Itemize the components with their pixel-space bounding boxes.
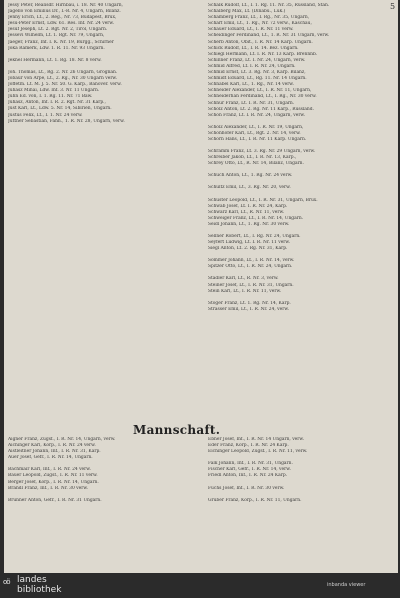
list-entry: Schramm Franz, Lt. 3. Rg. Nr. 29 Ungarn, verw. bbox=[208, 149, 316, 155]
list-entry: Scharf Emil, Lt., 1. Rg., Nr. 72 verw., Kaschau, bbox=[208, 21, 312, 27]
document-page bbox=[4, 0, 398, 573]
logo-line-1: landes bbox=[17, 575, 47, 585]
list-entry: Berger Josef, Korp., I. R. Nr. 14, Ungarn. bbox=[8, 479, 99, 485]
list-entry: Jaeger, Franz, Inf. I. K. Nr. 19, Burgg., Schirner bbox=[8, 39, 114, 45]
list-entry: Stadler Karl, Lt., R. Nr. 3, verw. bbox=[208, 276, 279, 282]
list-entry: Ebner Josef, Inf., I. R. Nr. 14 Ungarn, verw. bbox=[208, 437, 305, 442]
list-entry: Schön Franz, Lt. I. R. Nr. 24, Ungarn, verw. bbox=[208, 112, 306, 118]
list-entry: Jöffetm. Lt. M. J. 5. Nr. 50. G. Karp., Banover. verw. bbox=[8, 82, 122, 88]
list-entry: Scheidinger Ferdinand, Lt., 1. R. Nr. 31 Ungarn, verw. bbox=[208, 33, 330, 39]
list-entry: Steiner Josef, Lt., I. R. Nr. 31, Ungarn. bbox=[208, 282, 294, 288]
list-entry: Schreiber Jakob, Lt., I. R. Nr. 13, Karp., bbox=[208, 155, 297, 161]
list-entry: Spitzer Otto, Lt., I. R. Nr. 24, Ungarn. bbox=[208, 264, 293, 270]
list-entry: Fuchs Josef, Inf., I. R. Nr. 30 verw. bbox=[208, 485, 285, 491]
list-entry: Schrey Otto, Lt., R. Nr. 14, Bilanz, Ungarn. bbox=[208, 161, 304, 167]
list-entry: Stöger Franz, Lt. 1. Rg. Nr. 14, Karp. bbox=[208, 300, 291, 306]
list-entry: Schuch Anton, Lt., 1. Rg. Nr. 24 verw. bbox=[208, 173, 293, 179]
list-entry: Brandl Franz, Inf., I. R. Nr. 30 verw. bbox=[8, 485, 88, 491]
list-entry: Eichinger Leopold, Zugsf., I. R. Nr. 11, verw. bbox=[208, 449, 308, 455]
list-entry: Schalberg Max, Lt. (Dinabu., Luk.) bbox=[208, 9, 286, 15]
list-entry: Schnabel Karl, Lt., 1. Rg., Nr. 14 verw. bbox=[208, 82, 294, 88]
upper-right-column bbox=[208, 2, 396, 313]
list-entry: Seyfert Ludwig, Lt. I. R. Nr. 11 verw. bbox=[208, 240, 291, 246]
upper-left-column bbox=[8, 3, 193, 125]
section-heading: Mannschaft. bbox=[133, 423, 221, 437]
list-entry: Schmidt Eduard, Lt., Rg. 11. Nr. 14 Ungarn. bbox=[208, 76, 307, 82]
list-entry: Auer Josef, Gefr., I. R. Nr. 14, Ungarn. bbox=[8, 455, 93, 461]
list-entry: Scherb Anton, Obit., I. R. Nr. 14 Karp. Ungarn. bbox=[208, 39, 313, 45]
list-entry: Fischer Karl, Gefr., I. R. Nr. 14, verw. bbox=[208, 467, 291, 473]
list-entry: Schneider Alexander, Lt., I. R. Nr. 11, Ungarn, bbox=[208, 88, 312, 94]
list-entry: Jenny Erich, Lt., 2. Rég., Nr. 73, Budapest, Brüx, bbox=[8, 15, 117, 21]
list-entry: Sellner Robert, Lt., I. Rg. Nr. 24, Ungarn. bbox=[208, 234, 301, 239]
list-entry: Joka Ramerk, Ldw. 1. R. 11. Nr. 93 Ungarn. bbox=[8, 45, 105, 51]
list-entry: Schamberg Franz, Lt., I. Rg., Nr. 35, Ungarn, bbox=[208, 15, 310, 21]
page-number: 5 bbox=[390, 2, 396, 11]
list-entry: Aichinger Karl, Korp., I. R. Nr. 24 verw. bbox=[8, 443, 96, 449]
list-entry: Aigner Franz, Zugsf., I. R. Nr. 14, Ungarn, verw. bbox=[8, 437, 116, 442]
list-entry: Justus Felix, Lt., I. 1. Nr. 24 verw. bbox=[8, 112, 83, 118]
list-entry: Juhn Ed. von, I. 1. Rg. 11. Nr. 71 Baw. bbox=[8, 94, 93, 100]
list-entry: Schauer Eduard, Lt., I. R. Nr. 11 verw. bbox=[208, 27, 294, 33]
logo-mark: oö bbox=[3, 578, 10, 586]
viewer-label: inbanda viewer bbox=[327, 582, 366, 588]
list-entry: Strasser Emil, Lt., I. R. Nr. 24, verw. bbox=[208, 306, 289, 312]
list-entry: Falk Johann, Inf., I. R. Nr. 31, Ungarn. bbox=[208, 461, 293, 467]
list-entry: Schönhofer Karl, Lt., Rgt. 2. Nr. 14, verw. bbox=[208, 130, 301, 136]
list-entry: Sommer Johann, Lt., I. R. Nr. 14, verw. bbox=[208, 258, 295, 264]
list-entry: Scholz Anton, Lt. 2. Rg. Nr. 11 Karp., Russland. bbox=[208, 106, 314, 112]
list-entry: Jagello von Emilius Dr., I.-R. Nr. 4, Ungarn, Bilanz. bbox=[8, 9, 121, 15]
list-entry: Jessy Peter, Realisdr. Hirnbau, i. 18. Nr. 40 Ungarn, bbox=[8, 3, 123, 8]
list-entry: Seidl Johann, Lt., 1. Rg. Nr. 30 verw. bbox=[208, 221, 290, 227]
list-entry: Schalk Rudolf, Lt., I. 1. Rg. 11. Nr. 35, Russland, Stan. bbox=[208, 3, 330, 8]
list-entry: Schinner Franz, Lt. I. Nr. 24, Ungarn, verw. bbox=[208, 57, 306, 63]
lower-right-column bbox=[208, 437, 393, 504]
list-entry: Jesu-Peter Ernst, Ldw. 61. Res. Inf. Nr. 24 verw. bbox=[8, 21, 115, 27]
list-entry: Bauer Leopold, Zugsf., I. R. Nr. 11 verw. bbox=[8, 473, 98, 479]
list-entry: Schwab Josef, Lt. I. R. Nr. 24, Karp. bbox=[208, 203, 288, 209]
list-entry: Jobaur von Arpe, Lt., 2. Rg., Nr. 30 Ungarn verw. bbox=[8, 75, 118, 81]
list-entry: Aistleitner Johann, Inf., I. R. Nr. 31, Karp. bbox=[8, 449, 101, 455]
list-entry: Schnur Franz, Lt. I. R. Nr. 31, Ungarn. bbox=[208, 100, 295, 106]
lower-left-column bbox=[8, 437, 193, 504]
list-entry: Just Karl, Lt., Ldw. 5. Nr. 14, Sibirien, Ungarn. bbox=[8, 106, 112, 112]
list-entry: Schmid Ernst, Lt. 3. Rg. Nr. 3, Karp. Bilanz, bbox=[208, 70, 306, 76]
list-entry: Stein Karl, Lt., I. R. Nr. 11, verw. bbox=[208, 288, 282, 294]
list-entry: Jessevi Wilhelm, Lt. 1. Rgt. Nr. 79, Ungarn, bbox=[8, 33, 105, 39]
list-entry: Jesuf Jeseph, Lt. 2. Rgt. Nr. 2, Tirol, Ungarn. bbox=[8, 27, 108, 33]
list-entry: Schick Rudolf, Lt., I. R. 14. Bez. Ungarn. bbox=[208, 45, 299, 51]
list-entry: Juhasz Mihai, Ldw. Inf. 3. Nr. 11 Ungarn. bbox=[8, 88, 100, 94]
list-entry: Schneiderhan Ferdinand, Lt., I. Rg., Nr. 30 verw. bbox=[208, 94, 317, 100]
list-entry: Jeknel Hermann, Lt. 1. Rg. 18. Nr. 8 verw. bbox=[8, 57, 102, 63]
list-entry: Scholz Alexander, Lt., I. R. Nr. 19, Ungarn, bbox=[208, 124, 304, 130]
list-entry: Schiegl Hermann, Lt. I. R. Nr. 13 Karp. Brennnb. bbox=[208, 51, 318, 57]
list-entry: Gruber Franz, Korp., I. R. Nr. 11, Ungarn. bbox=[208, 497, 302, 503]
list-entry: Schuster Leopold, Lt., I. R. Nr. 31, Ungarn, Brüx. bbox=[208, 197, 318, 203]
list-entry: Schmid Alfred, Lt. I. R. Nr. 24, Ungarn. bbox=[208, 63, 296, 69]
list-entry: Friedl Anton, Inf., I. R. Nr. 24 Karp. bbox=[208, 473, 288, 479]
list-entry: Bachmair Karl, Inf., I. R. Nr. 24 verw. bbox=[8, 467, 91, 473]
logo-line-2: bibliothek bbox=[17, 585, 62, 595]
list-entry: Schorn Hans, Lt., I. R. Nr. 11 Karp. Ungarn. bbox=[208, 136, 307, 142]
list-entry: Siegl Anton, Lt. 2. Rg. Nr. 31, Karp. bbox=[208, 246, 288, 252]
list-entry: Schweiger Franz, Lt., I. R. Nr. 14, Ungarn. bbox=[208, 215, 304, 221]
list-entry: Brunner Anton, Gefr., I. R. Nr. 31 Ungarn. bbox=[8, 497, 102, 503]
list-entry: Juhasz, Anton, Inf. I. R. 2. Rgt. Nr. 31 Karp., bbox=[8, 100, 106, 106]
list-entry: Eder Franz, Korp., I. R. Nr. 24 Karp. bbox=[208, 443, 289, 449]
list-entry: Joh. Thomas, Lt., Rg. 2. Nr. 26 Ungarn, Grognan. bbox=[8, 69, 118, 75]
list-entry: Jüttner Sebastian, Fähn., 1. R. Nr. 28, Ungarn, verw. bbox=[8, 118, 125, 124]
list-entry: Schwarz Karl, Lt., R. Nr. 11, verw. bbox=[208, 209, 285, 215]
list-entry: Schultz Emil, Lt., 3. Rg. Nr. 20, verw. bbox=[208, 185, 291, 191]
